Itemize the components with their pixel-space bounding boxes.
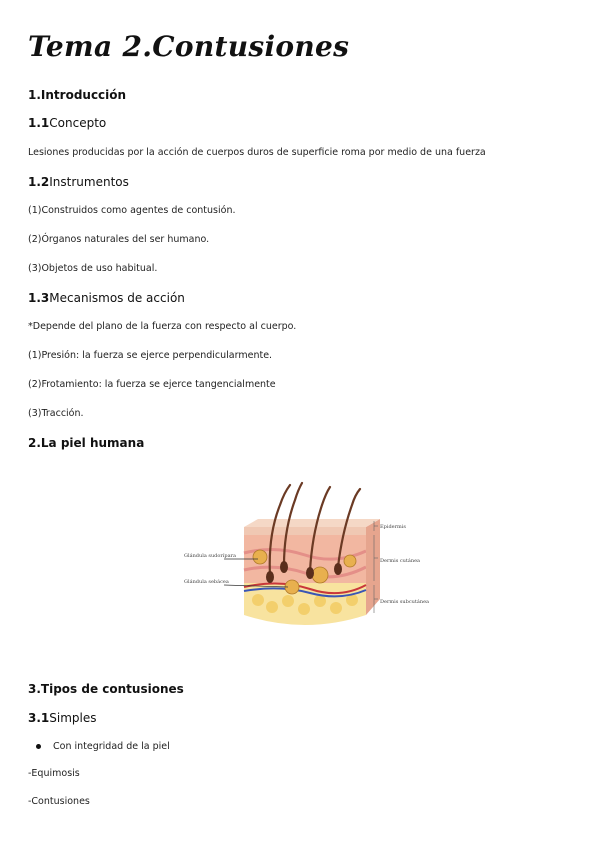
subsection-number: 1.1 <box>28 116 50 130</box>
section-piel-heading: 2.La piel humana <box>28 436 145 450</box>
epidermis-top <box>244 519 380 527</box>
label-sweat-gland: Glándula sudorípara <box>184 553 236 559</box>
subsection-mecanismos-heading <box>28 291 185 305</box>
subsection-simples-heading <box>28 711 97 725</box>
epidermis-layer <box>244 527 366 535</box>
side-face <box>366 519 380 615</box>
subsection-number: 3.1 <box>28 711 50 725</box>
simples-bullet <box>36 741 170 752</box>
label-sebaceous-gland: Glándula sebácea <box>184 579 229 585</box>
skin-diagram <box>180 475 430 635</box>
subsection-instrumentos-heading <box>28 175 129 189</box>
subsection-number: 1.2 <box>28 175 50 189</box>
mecanismos-item: (2)Frotamiento: la fuerza se ejerce tangencialmente <box>28 379 276 390</box>
bullet-text: Con integridad de la piel <box>53 741 170 752</box>
subsection-concepto-heading <box>28 116 106 130</box>
simples-item: -Contusiones <box>28 796 90 807</box>
section-tipos-heading: 3.Tipos de contusiones <box>28 682 184 696</box>
concepto-text: Lesiones producidas por la acción de cuerpos duros de superficie roma por medio de una fuerza <box>28 147 486 158</box>
subsection-label: Instrumentos <box>49 175 129 189</box>
instrumentos-item: (1)Construidos como agentes de contusión. <box>28 205 236 216</box>
subsection-number: 1.3 <box>28 291 50 305</box>
label-hypodermis: Dermis subcutánea <box>380 599 430 605</box>
label-epidermis: Epidermis <box>380 524 406 530</box>
bullet-dot-icon <box>36 744 41 749</box>
subsection-label: Simples <box>49 711 97 725</box>
mecanismos-item: (3)Tracción. <box>28 408 84 419</box>
mecanismos-item: (1)Presión: la fuerza se ejerce perpendicularmente. <box>28 350 273 361</box>
subsection-label: Concepto <box>49 116 107 130</box>
mecanismos-note: *Depende del plano de la fuerza con respecto al cuerpo. <box>28 321 297 332</box>
instrumentos-item: (2)Órganos naturales del ser humano. <box>28 234 210 245</box>
instrumentos-item: (3)Objetos de uso habitual. <box>28 263 158 274</box>
label-dermis: Dermis cutánea <box>380 558 421 564</box>
subsection-label: Mecanismos de acción <box>49 291 185 305</box>
section-introduccion-heading: 1.Introducción <box>28 88 127 102</box>
simples-item: -Equimosis <box>28 768 80 779</box>
page-title: Tema 2.Contusiones <box>28 30 350 63</box>
